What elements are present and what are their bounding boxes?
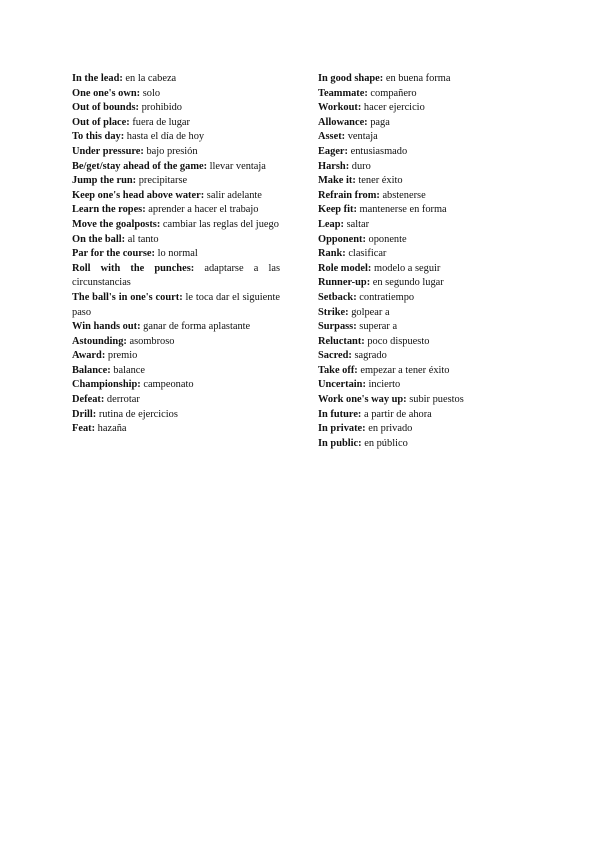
vocab-term: Allowance: [318, 116, 368, 128]
vocab-term: To this day: [72, 131, 125, 143]
left-column [72, 72, 280, 437]
vocab-term: Learn the ropes: [72, 204, 146, 216]
vocab-term: Drill: [72, 408, 97, 420]
vocab-definition: en privado [365, 423, 413, 435]
vocab-term: Harsh: [318, 160, 350, 172]
vocab-entry [318, 116, 528, 131]
vocab-definition: subir puestos [406, 394, 464, 406]
vocab-definition: oponente [365, 233, 407, 245]
vocab-entry [72, 291, 280, 320]
vocab-entry [318, 233, 528, 248]
vocab-definition: adaptarse a las circunstancias [72, 262, 280, 289]
vocab-definition: prohibido [139, 102, 183, 114]
vocab-entry [318, 306, 528, 321]
vocab-entry [318, 408, 528, 423]
vocab-term: Surpass: [318, 321, 357, 333]
vocab-definition: entusiasmado [348, 145, 408, 157]
vocab-definition: llevar ventaja [207, 160, 266, 172]
vocab-term: Take off: [318, 364, 358, 376]
vocab-term: Defeat: [72, 394, 105, 406]
vocab-definition: campeonato [140, 379, 194, 391]
vocab-term: Strike: [318, 306, 349, 318]
vocab-entry [72, 247, 280, 262]
vocab-term: Uncertain: [318, 379, 366, 391]
vocab-definition: abstenerse [379, 189, 426, 201]
vocab-entry [318, 203, 528, 218]
vocab-definition: derrotar [104, 394, 140, 406]
vocab-definition: poco dispuesto [364, 335, 430, 347]
vocab-term: Leap: [318, 218, 344, 230]
vocab-definition: hacer ejercicio [361, 102, 425, 114]
vocab-entry [72, 349, 280, 364]
vocab-entry [72, 174, 280, 189]
vocab-definition: lo normal [155, 248, 198, 260]
vocab-term: Win hands out: [72, 321, 141, 333]
vocab-term: The ball's in one's court: [72, 291, 183, 303]
vocab-term: Opponent: [318, 233, 366, 245]
vocab-term: Runner-up: [318, 277, 371, 289]
vocab-entry [72, 160, 280, 175]
vocab-entry [318, 320, 528, 335]
vocab-term: One one's own: [72, 87, 141, 99]
vocab-definition: hasta el día de hoy [124, 131, 205, 143]
vocab-definition: fuera de lugar [129, 116, 191, 128]
vocab-entry [72, 233, 280, 248]
vocab-term: Keep one's head above water: [72, 189, 205, 201]
vocab-definition: tener éxito [355, 175, 403, 187]
vocab-definition: mantenerse en forma [356, 204, 447, 216]
vocab-entry [318, 145, 528, 160]
vocab-entry [318, 72, 528, 87]
vocab-entry [318, 87, 528, 102]
vocab-definition: saltar [343, 218, 370, 230]
vocab-term: Work one's way up: [318, 394, 407, 406]
vocab-entry [318, 174, 528, 189]
vocab-entry [318, 291, 528, 306]
vocab-entry [72, 101, 280, 116]
vocab-entry [318, 335, 528, 350]
vocab-definition: en la cabeza [122, 73, 177, 84]
vocab-definition: sagrado [351, 350, 387, 362]
vocab-entry [72, 72, 280, 87]
vocab-term: In future: [318, 408, 362, 420]
vocab-term: Role model: [318, 262, 372, 274]
vocab-term: Keep fit: [318, 204, 357, 216]
vocab-term: Teammate: [318, 87, 368, 99]
vocab-term: In the lead: [72, 73, 123, 84]
vocab-entry [72, 364, 280, 379]
vocab-definition: empezar a tener éxito [357, 364, 450, 376]
vocab-definition: golpear a [348, 306, 390, 318]
vocab-entry [318, 247, 528, 262]
vocab-term: Jump the run: [72, 175, 137, 187]
vocab-term: Refrain from: [318, 189, 380, 201]
right-column [318, 72, 528, 451]
vocab-entry [72, 378, 280, 393]
vocab-term: Move the goalposts: [72, 218, 161, 230]
vocab-entry [318, 349, 528, 364]
vocab-definition: le toca dar el siguiente paso [72, 291, 280, 318]
vocab-entry [72, 87, 280, 102]
vocab-term: Feat: [72, 423, 96, 435]
vocab-entry [318, 364, 528, 379]
vocab-entry [318, 393, 528, 408]
vocab-term: Reluctant: [318, 335, 365, 347]
vocab-definition: solo [140, 87, 161, 99]
vocab-entry [318, 378, 528, 393]
vocab-term: Roll with the punches: [72, 262, 195, 274]
vocab-definition: compañero [367, 87, 417, 99]
vocab-entry [318, 437, 528, 452]
vocab-term: Workout: [318, 102, 362, 114]
vocab-definition: paga [367, 116, 390, 128]
vocab-entry [72, 116, 280, 131]
vocab-definition: aprender a hacer el trabajo [145, 204, 259, 216]
vocab-term: Astounding: [72, 335, 127, 347]
vocab-definition: contratiempo [356, 291, 415, 303]
vocab-entry [318, 218, 528, 233]
vocab-definition: hazaña [95, 423, 127, 435]
vocab-definition: balance [110, 364, 145, 376]
vocab-definition: bajo presión [143, 145, 198, 157]
vocab-entry [318, 422, 528, 437]
vocab-definition: precipitarse [136, 175, 188, 187]
vocab-term: Rank: [318, 248, 346, 260]
vocab-term: Setback: [318, 291, 357, 303]
vocab-term: Eager: [318, 145, 349, 157]
vocab-entry [72, 218, 280, 233]
vocab-definition: incierto [365, 379, 401, 391]
vocab-term: On the ball: [72, 233, 126, 245]
vocab-definition: ganar de forma aplastante [140, 321, 251, 333]
vocab-definition: salir adelante [204, 189, 262, 201]
vocab-entry [318, 101, 528, 116]
vocab-entry [72, 189, 280, 204]
vocab-entry [318, 160, 528, 175]
vocab-definition: a partir de ahora [361, 408, 432, 420]
vocab-term: Balance: [72, 364, 111, 376]
vocab-term: Championship: [72, 379, 141, 391]
vocab-term: Make it: [318, 175, 356, 187]
vocab-term: Award: [72, 350, 106, 362]
vocab-definition: clasificar [345, 248, 387, 260]
vocab-definition: premio [105, 350, 138, 362]
vocab-term: Be/get/stay ahead of the game: [72, 160, 208, 172]
vocab-definition: superar a [356, 321, 398, 333]
vocab-term: Out of place: [72, 116, 130, 128]
vocab-entry [72, 145, 280, 160]
vocab-definition: cambiar las reglas del juego [160, 218, 279, 230]
vocab-definition: duro [349, 160, 371, 172]
vocab-entry [72, 203, 280, 218]
vocab-term: Asset: [318, 131, 346, 143]
vocab-entry [72, 422, 280, 437]
vocab-definition: en segundo lugar [370, 277, 444, 289]
vocab-term: Par for the course: [72, 248, 156, 260]
vocab-definition: asombroso [126, 335, 175, 347]
vocab-term: In public: [318, 437, 362, 449]
vocab-definition: en buena forma [383, 73, 451, 84]
vocab-entry [318, 189, 528, 204]
vocab-entry [72, 335, 280, 350]
vocab-entry [318, 276, 528, 291]
vocab-term: Sacred: [318, 350, 352, 362]
vocab-entry [72, 320, 280, 335]
vocab-definition: en público [361, 437, 408, 449]
vocab-definition: al tanto [125, 233, 159, 245]
vocab-term: In private: [318, 423, 366, 435]
vocab-term: Under pressure: [72, 145, 144, 157]
vocab-term: In good shape: [318, 73, 384, 84]
vocab-entry [72, 262, 280, 291]
vocab-entry [72, 393, 280, 408]
vocab-entry [318, 130, 528, 145]
vocab-entry [318, 262, 528, 277]
vocab-definition: rutina de ejercicios [96, 408, 178, 420]
vocab-term: Out of bounds: [72, 102, 139, 114]
vocab-definition: ventaja [345, 131, 378, 143]
vocab-entry [72, 130, 280, 145]
vocab-definition: modelo a seguir [371, 262, 441, 274]
vocab-entry [72, 408, 280, 423]
